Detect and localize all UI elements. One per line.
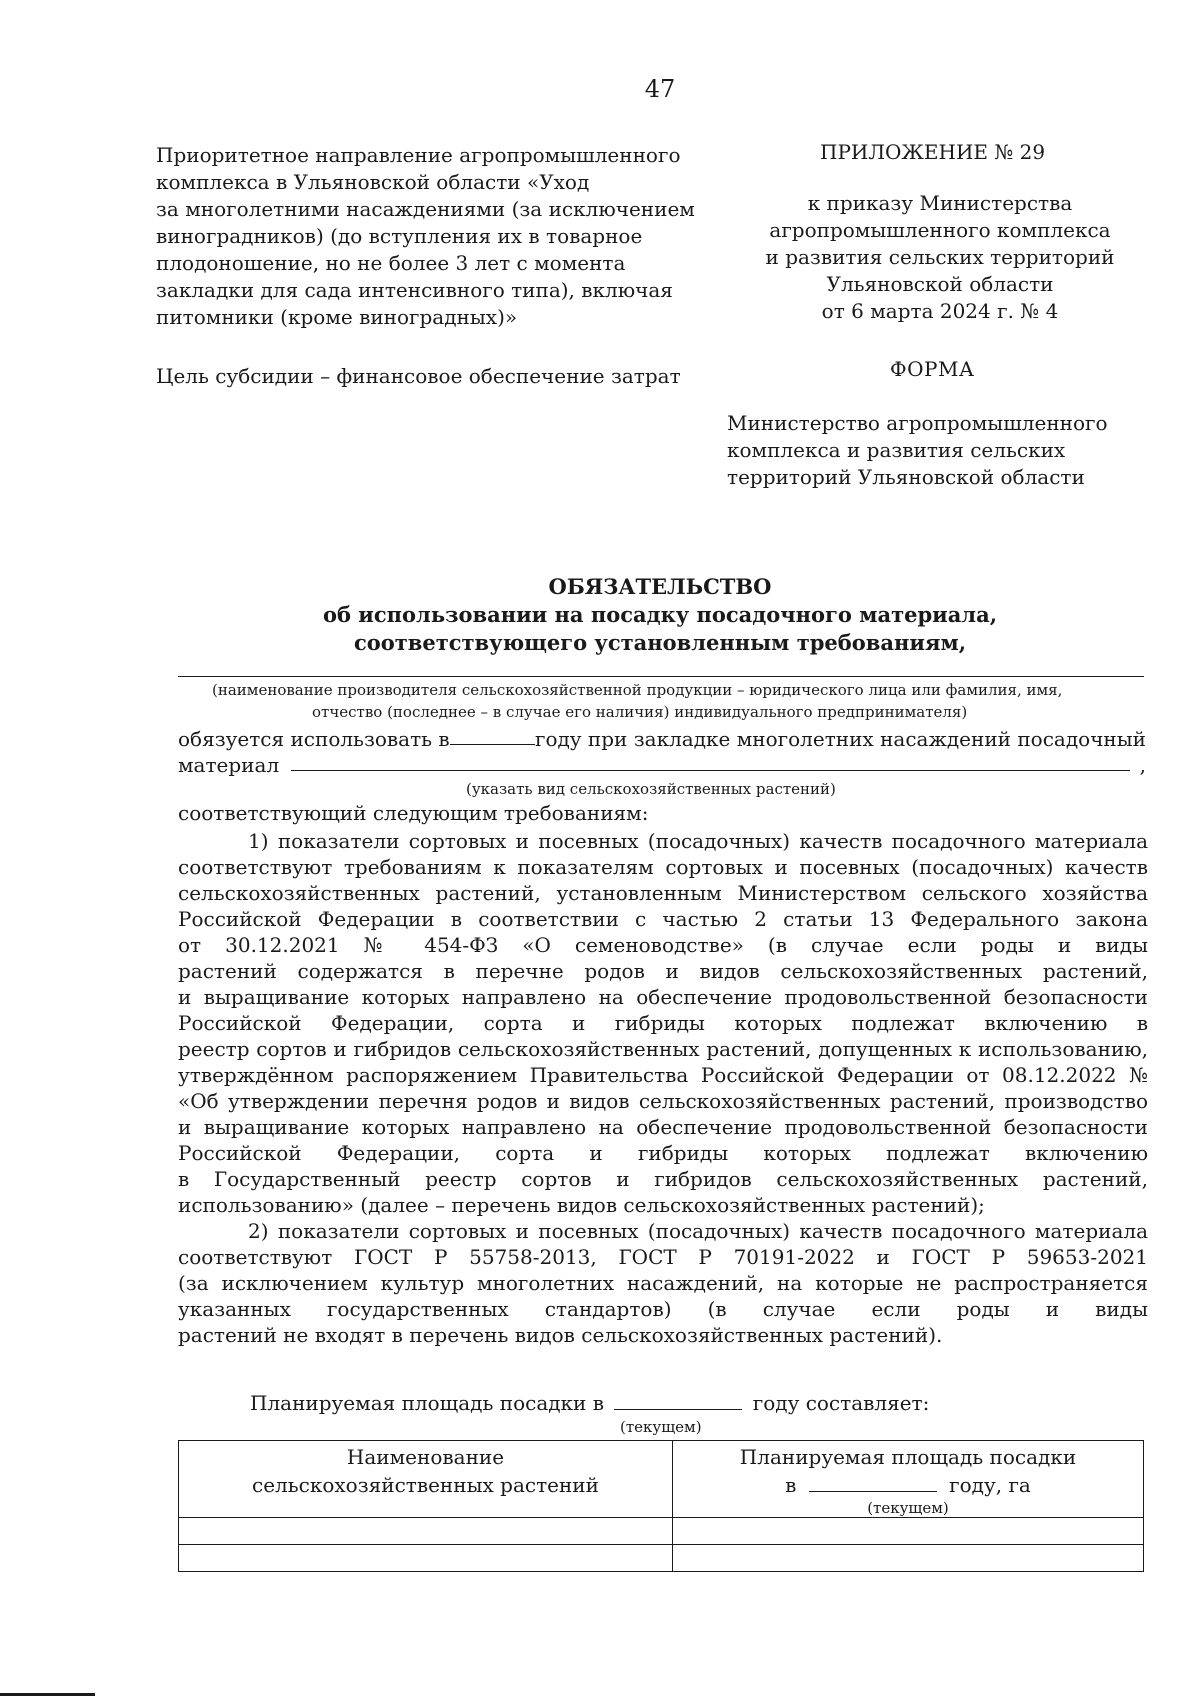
program-line: за многолетними насаждениями (за исключением: [156, 197, 695, 221]
item1-line: утверждённом распоряжением Правительства Российской Федерации от 08.12.2022 №: [178, 1063, 1148, 1087]
title-sub-2: соответствующего установленным требованиям,: [353, 630, 967, 655]
document-title: [0, 573, 1200, 657]
requirement-item-2: [178, 1218, 1148, 1348]
order-line: к приказу Министерства: [807, 191, 1073, 215]
item1-line: от 30.12.2021 № 454-ФЗ «О семеноводстве» (в случае если роды и виды: [178, 933, 1148, 957]
header-crop-name: Наименование сельскохозяйственных растений: [179, 1441, 673, 1518]
planned-year-blank[interactable]: [614, 1391, 742, 1410]
planned-area-line: [250, 1390, 929, 1416]
table-row: [179, 1545, 1144, 1572]
program-line: комплекса в Ульяновской области «Уход: [156, 170, 590, 194]
requirements-intro: соответствующий следующим требованиям:: [178, 801, 649, 825]
footer-rule: [0, 1693, 95, 1696]
item2-line: указанных государственных стандартов) (в случае если роды и виды: [178, 1297, 1148, 1321]
table-year-blank[interactable]: [809, 1473, 937, 1492]
item1-line: и выращивание которых направлено на обеспечение продовольственной безопасности: [178, 985, 1148, 1009]
obligation-part-1: обязуется использовать в: [178, 727, 450, 751]
item2-line: соответствуют ГОСТ Р 55758-2013, ГОСТ Р 70191-2022 и ГОСТ Р 59653-2021: [178, 1245, 1148, 1269]
appendix-title: ПРИЛОЖЕНИЕ № 29: [820, 140, 1046, 164]
item1-line: сельскохозяйственных растений, установленным Министерством сельского хозяйства: [178, 881, 1148, 905]
form-label: ФОРМА: [890, 357, 975, 381]
order-reference: [720, 190, 1160, 325]
item2-line: (за исключением культур многолетних насаждений, на которые не распространяется: [178, 1271, 1148, 1295]
item1-line: и выращивание которых направлено на обеспечение продовольственной безопасности: [178, 1115, 1148, 1139]
addressee-line: территорий Ульяновской области: [727, 465, 1085, 489]
title-sub-1: об использовании на посадку посадочного материала,: [322, 602, 998, 627]
item1-line: в Государственный реестр сортов и гибридов сельскохозяйственных растений,: [178, 1167, 1148, 1191]
table-row: [179, 1518, 1144, 1545]
order-line: и развития сельских территорий: [765, 245, 1115, 269]
crop-cell[interactable]: [179, 1518, 673, 1545]
addressee: [727, 410, 1108, 491]
program-line: виноградников) (до вступления их в товарное: [156, 224, 643, 248]
material-comma: ,: [1139, 753, 1146, 777]
item1-line: реестр сортов и гибридов сельскохозяйственных растений, допущенных к использованию,: [178, 1037, 1148, 1061]
item1-line: соответствуют требованиям к показателям сортовых и посевных (посадочных) качеств: [178, 855, 1148, 879]
order-line: от 6 марта 2024 г. № 4: [821, 299, 1059, 323]
item1-line: 1) показатели сортовых и посевных (посадочных) качеств посадочного материала: [248, 829, 1148, 853]
title-main: ОБЯЗАТЕЛЬСТВО: [548, 574, 772, 599]
item2-line: 2) показатели сортовых и посевных (посадочных) качеств посадочного материала: [248, 1219, 1148, 1243]
item1-line: использованию» (далее – перечень видов сельскохозяйственных растений);: [178, 1193, 985, 1217]
planned-part-1: Планируемая площадь посадки в: [250, 1391, 605, 1415]
program-line: закладки для сада интенсивного типа), включая: [156, 278, 673, 302]
program-line: питомники (кроме виноградных)»: [156, 305, 518, 329]
order-line: агропромышленного комплекса: [769, 218, 1111, 242]
planned-part-2: году составляет:: [752, 1391, 930, 1415]
table-header-row: [179, 1441, 1144, 1518]
program-description: [156, 142, 695, 331]
area-cell[interactable]: [673, 1545, 1144, 1572]
item1-line: Российской Федерации в соответствии с частью 2 статьи 13 Федерального закона: [178, 907, 1148, 931]
subsidy-purpose: Цель субсидии – финансовое обеспечение затрат: [156, 364, 681, 388]
order-line: Ульяновской области: [826, 272, 1054, 296]
material-line: [178, 752, 1146, 778]
planting-area-table: [178, 1440, 1144, 1572]
header-planned-area: Планируемая площадь посадки в году, га (текущем): [673, 1441, 1144, 1518]
item1-line: Российской Федерации, сорта и гибриды которых подлежат включению: [178, 1141, 1148, 1165]
item2-line: растений не входят в перечень видов сельскохозяйственных растений).: [178, 1323, 943, 1347]
area-cell[interactable]: [673, 1518, 1144, 1545]
obligation-line: [178, 726, 1146, 752]
item1-line: «Об утверждении перечня родов и видов сельскохозяйственных растений, производство: [178, 1089, 1148, 1113]
requirement-item-1: [178, 828, 1148, 1218]
planned-note: (текущем): [620, 1418, 702, 1436]
year-blank[interactable]: [450, 726, 535, 745]
addressee-line: Министерство агропромышленного: [727, 411, 1108, 435]
producer-note-2: отчество (последнее – в случае его наличия) индивидуального предпринимателя): [312, 703, 968, 721]
obligation-part-2: году при закладке многолетних насаждений посадочный: [534, 727, 1146, 751]
producer-name-line[interactable]: [178, 676, 1144, 677]
producer-note-1: (наименование производителя сельскохозяйственной продукции – юридического лица или фамилия, имя,: [212, 681, 1063, 699]
program-line: Приоритетное направление агропромышленного: [156, 143, 681, 167]
material-blank[interactable]: [291, 752, 1129, 771]
material-note: (указать вид сельскохозяйственных растений): [466, 780, 836, 798]
addressee-line: комплекса и развития сельских: [727, 438, 1066, 462]
program-line: плодоношение, но не более 3 лет с момента: [156, 251, 626, 275]
material-label: материал: [178, 753, 280, 777]
item1-line: растений содержатся в перечне родов и видов сельскохозяйственных растений,: [178, 959, 1148, 983]
crop-cell[interactable]: [179, 1545, 673, 1572]
page-number: 47: [644, 75, 676, 103]
item1-line: Российской Федерации, сорта и гибриды которых подлежат включению в: [178, 1011, 1148, 1035]
